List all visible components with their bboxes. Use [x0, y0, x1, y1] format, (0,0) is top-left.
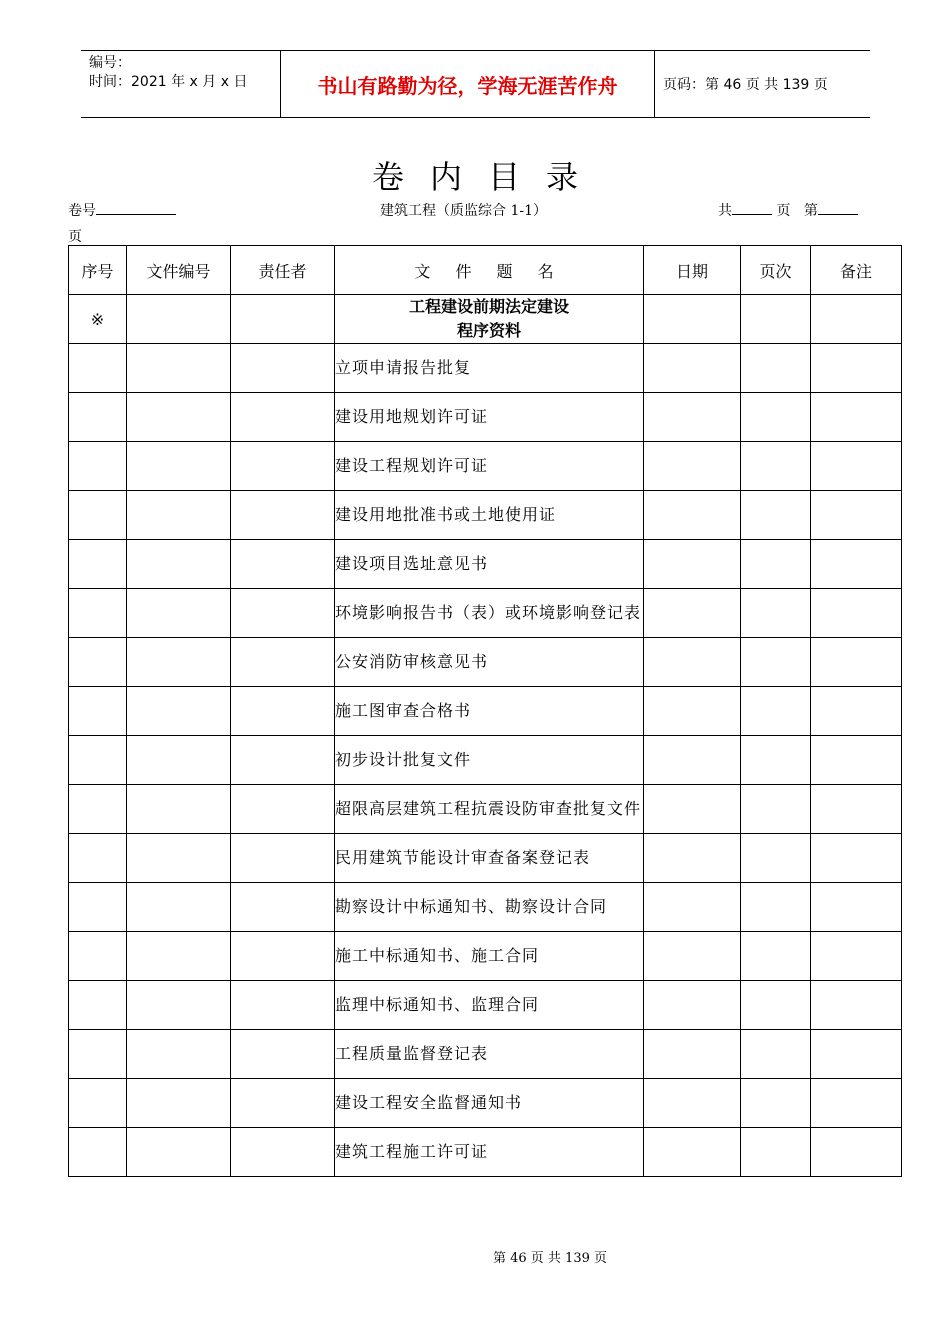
- motto: 书山有路勤为径，学海无涯苦作舟: [281, 51, 655, 117]
- col-date: 日期: [644, 246, 741, 295]
- document-title-cell: 初步设计批复文件: [335, 736, 644, 785]
- document-title-cell: 公安消防审核意见书: [335, 638, 644, 687]
- cell: [811, 1079, 902, 1128]
- cell: [69, 834, 127, 883]
- cell: [69, 589, 127, 638]
- cell: [741, 1079, 811, 1128]
- page-label-wrap: 页: [68, 229, 82, 245]
- cell: [811, 393, 902, 442]
- cell: [644, 491, 741, 540]
- time-label: 时间：2021 年 x 月 x 日: [89, 74, 248, 90]
- cell: [811, 883, 902, 932]
- document-title-cell: 工程质量监督登记表: [335, 1030, 644, 1079]
- cell: [741, 785, 811, 834]
- cell: [69, 638, 127, 687]
- document-title-cell: 监理中标通知书、监理合同: [335, 981, 644, 1030]
- cell: [231, 1030, 335, 1079]
- section-row: [69, 295, 902, 344]
- col-title: 文 件 题 名: [335, 246, 644, 295]
- document-title-cell: 建筑工程施工许可证: [335, 1128, 644, 1177]
- document-title-cell: 民用建筑节能设计审查备案登记表: [335, 834, 644, 883]
- cell: [231, 442, 335, 491]
- cell: [644, 687, 741, 736]
- document-title-cell: 立项申请报告批复: [335, 344, 644, 393]
- total-label: 共: [718, 203, 732, 219]
- cell: [644, 540, 741, 589]
- cell: [741, 687, 811, 736]
- project-name: 建筑工程（质监综合 1-1）: [380, 203, 547, 219]
- cell: [231, 540, 335, 589]
- table-row: [69, 540, 902, 589]
- cell: [231, 295, 335, 344]
- table-row: [69, 1128, 902, 1177]
- cell: [644, 1128, 741, 1177]
- section-title-line: 程序资料: [456, 321, 521, 340]
- cell: [127, 638, 231, 687]
- table-row: [69, 736, 902, 785]
- cell: [741, 491, 811, 540]
- cell: [811, 785, 902, 834]
- cell: [741, 883, 811, 932]
- document-title-cell: 建设项目选址意见书: [335, 540, 644, 589]
- cell: [811, 1030, 902, 1079]
- col-pages: 页次: [741, 246, 811, 295]
- cell: [811, 344, 902, 393]
- cell: [644, 295, 741, 344]
- cell: [127, 1128, 231, 1177]
- col-responsible: 责任者: [231, 246, 335, 295]
- section-title: [335, 295, 644, 344]
- cell: [741, 932, 811, 981]
- cell: [231, 638, 335, 687]
- cell: [741, 393, 811, 442]
- cell: [741, 1128, 811, 1177]
- cell: [127, 736, 231, 785]
- cell: [811, 295, 902, 344]
- cell: [741, 638, 811, 687]
- cell: [69, 1128, 127, 1177]
- cell: [644, 932, 741, 981]
- cell: [127, 687, 231, 736]
- table-row: [69, 932, 902, 981]
- cell: [811, 981, 902, 1030]
- table-row: [69, 344, 902, 393]
- header-info: [81, 51, 281, 117]
- cell: [811, 932, 902, 981]
- col-notes: 备注: [811, 246, 902, 295]
- cell: [127, 834, 231, 883]
- cell: [127, 932, 231, 981]
- table-row: [69, 393, 902, 442]
- current-label: 第: [803, 203, 818, 219]
- cell: [231, 687, 335, 736]
- cell: [811, 442, 902, 491]
- cell: [69, 442, 127, 491]
- cell: [69, 736, 127, 785]
- document-title-cell: 环境影响报告书（表）或环境影响登记表: [335, 589, 644, 638]
- cell: [741, 295, 811, 344]
- cell: [644, 785, 741, 834]
- cell: [69, 1079, 127, 1128]
- cell: [741, 834, 811, 883]
- cell: [127, 589, 231, 638]
- cell: [231, 736, 335, 785]
- section-title-line: 工程建设前期法定建设: [408, 297, 569, 316]
- cell: [231, 393, 335, 442]
- col-file-no: 文件编号: [127, 246, 231, 295]
- table-row: [69, 687, 902, 736]
- table-row: [69, 981, 902, 1030]
- page-footer: 第 46 页 共 139 页: [492, 1251, 608, 1266]
- total-blank: [732, 201, 772, 215]
- table-row: [69, 1030, 902, 1079]
- page-count: [718, 200, 858, 220]
- cell: [231, 1079, 335, 1128]
- cell: [231, 932, 335, 981]
- cell: [644, 589, 741, 638]
- cell: [644, 344, 741, 393]
- table-row: [69, 442, 902, 491]
- document-title-cell: 超限高层建筑工程抗震设防审查批复文件: [335, 785, 644, 834]
- cell: [127, 1030, 231, 1079]
- table-row: [69, 491, 902, 540]
- table-row: [69, 785, 902, 834]
- cell: [811, 491, 902, 540]
- cell: [127, 785, 231, 834]
- document-title: 卷内目录: [371, 158, 604, 196]
- cell: [644, 638, 741, 687]
- cell: [69, 393, 127, 442]
- table-row: [69, 834, 902, 883]
- document-title-cell: 施工中标通知书、施工合同: [335, 932, 644, 981]
- cell: [231, 883, 335, 932]
- cell: [644, 1079, 741, 1128]
- document-title-cell: 建设工程规划许可证: [335, 442, 644, 491]
- cell: [69, 932, 127, 981]
- cell: [231, 491, 335, 540]
- cell: [741, 344, 811, 393]
- cell: [741, 540, 811, 589]
- cell: [127, 442, 231, 491]
- cell: [644, 834, 741, 883]
- cell: [127, 540, 231, 589]
- cell: [644, 442, 741, 491]
- cell: [69, 785, 127, 834]
- cell: [811, 589, 902, 638]
- cell: [741, 736, 811, 785]
- table-row: [69, 1079, 902, 1128]
- document-title-cell: 建设用地规划许可证: [335, 393, 644, 442]
- cell: [811, 1128, 902, 1177]
- cell: [644, 736, 741, 785]
- cell: [127, 1079, 231, 1128]
- cell: [69, 981, 127, 1030]
- table-row: [69, 638, 902, 687]
- page-header: [81, 50, 870, 118]
- cell: [127, 344, 231, 393]
- table-row: [69, 589, 902, 638]
- page-info: 页码：第 46 页 共 139 页: [663, 77, 828, 93]
- cell: [741, 442, 811, 491]
- cell: [231, 1128, 335, 1177]
- volume-label: 卷号: [68, 203, 96, 219]
- table-row: [69, 883, 902, 932]
- cell: [741, 981, 811, 1030]
- cell: [811, 687, 902, 736]
- cell: [644, 981, 741, 1030]
- cell: [231, 344, 335, 393]
- cell: [127, 393, 231, 442]
- cell: [127, 981, 231, 1030]
- col-seq: 序号: [69, 246, 127, 295]
- document-title-cell: 建设工程安全监督通知书: [335, 1079, 644, 1128]
- document-title-cell: 勘察设计中标通知书、勘察设计合同: [335, 883, 644, 932]
- page-label: 页: [776, 203, 791, 219]
- cell: [644, 883, 741, 932]
- cell: [811, 834, 902, 883]
- volume-number: [68, 200, 176, 220]
- toc-table: [68, 245, 902, 1177]
- document-title-cell: 施工图审查合格书: [335, 687, 644, 736]
- cell: [644, 393, 741, 442]
- current-blank: [818, 201, 858, 215]
- volume-blank: [96, 201, 176, 215]
- cell: [69, 1030, 127, 1079]
- cell: [741, 589, 811, 638]
- cell: [127, 295, 231, 344]
- cell: [231, 589, 335, 638]
- cell: [231, 834, 335, 883]
- number-label: 编号：: [89, 55, 131, 71]
- document-title-cell: 建设用地批准书或土地使用证: [335, 491, 644, 540]
- cell: [127, 491, 231, 540]
- cell: [741, 1030, 811, 1079]
- cell: [69, 687, 127, 736]
- cell: [127, 883, 231, 932]
- cell: [69, 540, 127, 589]
- cell: [231, 785, 335, 834]
- header-row: [69, 246, 902, 295]
- cell: [811, 638, 902, 687]
- cell: [69, 491, 127, 540]
- cell: [231, 981, 335, 1030]
- section-mark: ※: [69, 295, 127, 344]
- cell: [811, 736, 902, 785]
- cell: [644, 1030, 741, 1079]
- cell: [69, 344, 127, 393]
- cell: [811, 540, 902, 589]
- cell: [69, 883, 127, 932]
